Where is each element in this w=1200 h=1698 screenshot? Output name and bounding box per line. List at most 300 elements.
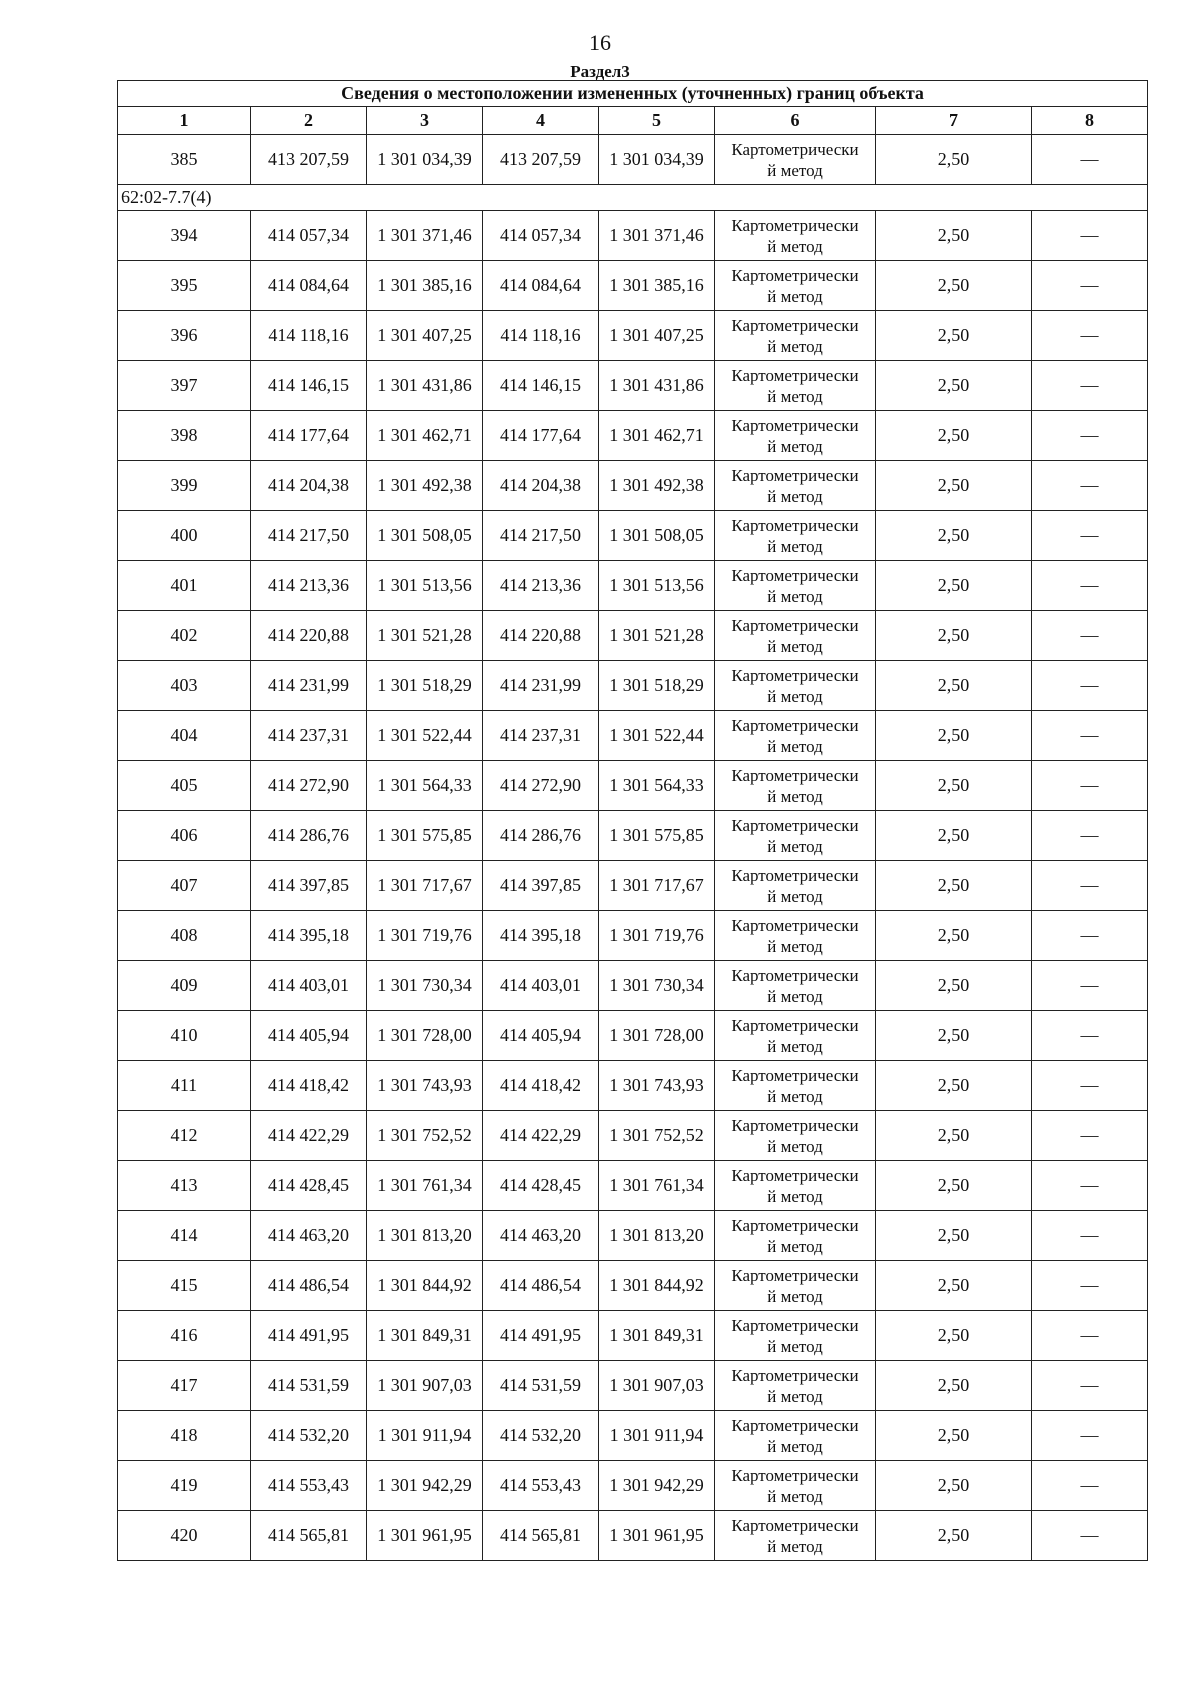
x-old: 414 084,64 [251, 261, 367, 311]
y-new: 1 301 942,29 [599, 1461, 715, 1511]
note: — [1032, 1311, 1148, 1361]
note: — [1032, 811, 1148, 861]
method-cell [715, 1261, 876, 1311]
x-new: 414 403,01 [483, 961, 599, 1011]
x-old: 414 565,81 [251, 1511, 367, 1561]
x-new: 414 204,38 [483, 461, 599, 511]
accuracy: 2,50 [876, 1211, 1032, 1261]
x-new: 414 146,15 [483, 361, 599, 411]
y-old: 1 301 518,29 [367, 661, 483, 711]
note: — [1032, 711, 1148, 761]
method-line-1: Картометрически [731, 615, 859, 635]
point-number: 394 [118, 211, 251, 261]
table-row [118, 511, 1148, 561]
y-old: 1 301 564,33 [367, 761, 483, 811]
y-new: 1 301 521,28 [599, 611, 715, 661]
note: — [1032, 961, 1148, 1011]
method-cell [715, 861, 876, 911]
accuracy: 2,50 [876, 811, 1032, 861]
section-title: Раздел3 [570, 62, 630, 81]
note: — [1032, 1211, 1148, 1261]
point-number: 419 [118, 1461, 251, 1511]
method-cell [715, 411, 876, 461]
y-new: 1 301 385,16 [599, 261, 715, 311]
x-new: 414 272,90 [483, 761, 599, 811]
x-old: 414 220,88 [251, 611, 367, 661]
x-old: 414 405,94 [251, 1011, 367, 1061]
accuracy: 2,50 [876, 1511, 1032, 1561]
x-new: 414 405,94 [483, 1011, 599, 1061]
note: — [1032, 561, 1148, 611]
point-number: 410 [118, 1011, 251, 1061]
note: — [1032, 611, 1148, 661]
note: — [1032, 461, 1148, 511]
accuracy: 2,50 [876, 961, 1032, 1011]
point-number: 415 [118, 1261, 251, 1311]
point-number: 413 [118, 1161, 251, 1211]
method-line-2: й метод [767, 236, 823, 256]
method-cell [715, 361, 876, 411]
accuracy: 2,50 [876, 1461, 1032, 1511]
method-cell [715, 311, 876, 361]
x-new: 414 531,59 [483, 1361, 599, 1411]
method-line-1: Картометрически [731, 1215, 859, 1235]
point-number: 398 [118, 411, 251, 461]
column-header-row [118, 107, 1148, 135]
y-old: 1 301 961,95 [367, 1511, 483, 1561]
note: — [1032, 661, 1148, 711]
y-old: 1 301 849,31 [367, 1311, 483, 1361]
x-new: 414 220,88 [483, 611, 599, 661]
x-old: 414 213,36 [251, 561, 367, 611]
method-line-1: Картометрически [731, 815, 859, 835]
method-line-2: й метод [767, 1036, 823, 1056]
x-old: 414 395,18 [251, 911, 367, 961]
method-cell [715, 211, 876, 261]
x-old: 414 491,95 [251, 1311, 367, 1361]
note: — [1032, 1261, 1148, 1311]
x-new: 414 118,16 [483, 311, 599, 361]
method-line-1: Картометрически [731, 515, 859, 535]
group-label: 62:02-7.7(4) [118, 185, 1148, 211]
y-new: 1 301 743,93 [599, 1061, 715, 1111]
table-row [118, 711, 1148, 761]
x-old: 414 204,38 [251, 461, 367, 511]
method-cell [715, 1311, 876, 1361]
y-old: 1 301 513,56 [367, 561, 483, 611]
accuracy: 2,50 [876, 1061, 1032, 1111]
point-number: 420 [118, 1511, 251, 1561]
method-line-1: Картометрически [731, 315, 859, 335]
method-line-2: й метод [767, 336, 823, 356]
method-line-1: Картометрически [731, 565, 859, 585]
accuracy: 2,50 [876, 361, 1032, 411]
table-row [118, 611, 1148, 661]
method-cell [715, 561, 876, 611]
method-cell [715, 135, 876, 185]
y-old: 1 301 743,93 [367, 1061, 483, 1111]
y-new: 1 301 961,95 [599, 1511, 715, 1561]
column-header: 8 [1032, 107, 1148, 135]
x-old: 414 057,34 [251, 211, 367, 261]
page-number: 16 [589, 30, 611, 55]
point-number: 396 [118, 311, 251, 361]
method-line-2: й метод [767, 1436, 823, 1456]
method-line-1: Картометрически [731, 1115, 859, 1135]
method-cell [715, 911, 876, 961]
method-line-1: Картометрически [731, 765, 859, 785]
note: — [1032, 1411, 1148, 1461]
note: — [1032, 1461, 1148, 1511]
point-number: 395 [118, 261, 251, 311]
method-line-2: й метод [767, 486, 823, 506]
point-number: 400 [118, 511, 251, 561]
y-old: 1 301 911,94 [367, 1411, 483, 1461]
x-old: 414 217,50 [251, 511, 367, 561]
point-number: 407 [118, 861, 251, 911]
point-number: 414 [118, 1211, 251, 1261]
accuracy: 2,50 [876, 135, 1032, 185]
y-new: 1 301 719,76 [599, 911, 715, 961]
x-old: 414 428,45 [251, 1161, 367, 1211]
x-new: 414 397,85 [483, 861, 599, 911]
note: — [1032, 211, 1148, 261]
method-line-2: й метод [767, 736, 823, 756]
table-row [118, 1511, 1148, 1561]
note: — [1032, 261, 1148, 311]
method-cell [715, 711, 876, 761]
accuracy: 2,50 [876, 511, 1032, 561]
accuracy: 2,50 [876, 1011, 1032, 1061]
note: — [1032, 861, 1148, 911]
method-cell [715, 961, 876, 1011]
x-old: 414 397,85 [251, 861, 367, 911]
method-line-1: Картометрически [731, 465, 859, 485]
method-line-1: Картометрически [731, 1265, 859, 1285]
x-new: 414 084,64 [483, 261, 599, 311]
y-new: 1 301 844,92 [599, 1261, 715, 1311]
note: — [1032, 1511, 1148, 1561]
method-line-1: Картометрически [731, 215, 859, 235]
x-new: 414 217,50 [483, 511, 599, 561]
accuracy: 2,50 [876, 1361, 1032, 1411]
note: — [1032, 761, 1148, 811]
table-row [118, 1211, 1148, 1261]
y-old: 1 301 492,38 [367, 461, 483, 511]
table-caption: Сведения о местоположении измененных (уточненных) границ объекта [118, 81, 1148, 107]
method-line-2: й метод [767, 286, 823, 306]
method-cell [715, 1361, 876, 1411]
table-row [118, 1111, 1148, 1161]
method-line-2: й метод [767, 436, 823, 456]
y-old: 1 301 034,39 [367, 135, 483, 185]
note: — [1032, 1361, 1148, 1411]
table-row [118, 311, 1148, 361]
x-old: 414 463,20 [251, 1211, 367, 1261]
x-new: 414 491,95 [483, 1311, 599, 1361]
y-old: 1 301 719,76 [367, 911, 483, 961]
method-line-2: й метод [767, 1086, 823, 1106]
method-line-1: Картометрически [731, 1315, 859, 1335]
y-new: 1 301 575,85 [599, 811, 715, 861]
y-new: 1 301 371,46 [599, 211, 715, 261]
accuracy: 2,50 [876, 211, 1032, 261]
table-row [118, 261, 1148, 311]
method-line-2: й метод [767, 1336, 823, 1356]
table-row [118, 1311, 1148, 1361]
y-old: 1 301 431,86 [367, 361, 483, 411]
accuracy: 2,50 [876, 311, 1032, 361]
y-new: 1 301 034,39 [599, 135, 715, 185]
point-number: 405 [118, 761, 251, 811]
accuracy: 2,50 [876, 611, 1032, 661]
y-new: 1 301 522,44 [599, 711, 715, 761]
y-old: 1 301 462,71 [367, 411, 483, 461]
method-line-1: Картометрически [731, 1165, 859, 1185]
x-new: 414 428,45 [483, 1161, 599, 1211]
accuracy: 2,50 [876, 711, 1032, 761]
x-new: 413 207,59 [483, 135, 599, 185]
point-number: 402 [118, 611, 251, 661]
table-row [118, 1461, 1148, 1511]
method-line-2: й метод [767, 1286, 823, 1306]
note: — [1032, 1111, 1148, 1161]
y-new: 1 301 728,00 [599, 1011, 715, 1061]
accuracy: 2,50 [876, 1111, 1032, 1161]
accuracy: 2,50 [876, 561, 1032, 611]
column-header: 2 [251, 107, 367, 135]
method-line-2: й метод [767, 1486, 823, 1506]
x-old: 414 486,54 [251, 1261, 367, 1311]
method-cell [715, 1511, 876, 1561]
method-line-1: Картометрически [731, 415, 859, 435]
method-cell [715, 1011, 876, 1061]
point-number: 418 [118, 1411, 251, 1461]
y-old: 1 301 717,67 [367, 861, 483, 911]
column-header: 7 [876, 107, 1032, 135]
method-line-1: Картометрически [731, 365, 859, 385]
y-old: 1 301 761,34 [367, 1161, 483, 1211]
column-header: 5 [599, 107, 715, 135]
accuracy: 2,50 [876, 911, 1032, 961]
x-old: 414 118,16 [251, 311, 367, 361]
y-old: 1 301 907,03 [367, 1361, 483, 1411]
x-new: 414 395,18 [483, 911, 599, 961]
method-line-1: Картометрически [731, 865, 859, 885]
method-line-1: Картометрически [731, 915, 859, 935]
x-old: 414 418,42 [251, 1061, 367, 1111]
note: — [1032, 311, 1148, 361]
point-number: 397 [118, 361, 251, 411]
y-old: 1 301 575,85 [367, 811, 483, 861]
method-line-1: Картометрически [731, 1515, 859, 1535]
method-line-2: й метод [767, 686, 823, 706]
accuracy: 2,50 [876, 261, 1032, 311]
method-line-2: й метод [767, 536, 823, 556]
y-new: 1 301 431,86 [599, 361, 715, 411]
point-number: 417 [118, 1361, 251, 1411]
x-old: 414 532,20 [251, 1411, 367, 1461]
accuracy: 2,50 [876, 461, 1032, 511]
y-old: 1 301 728,00 [367, 1011, 483, 1061]
y-new: 1 301 752,52 [599, 1111, 715, 1161]
table-row [118, 461, 1148, 511]
point-number: 416 [118, 1311, 251, 1361]
x-old: 414 146,15 [251, 361, 367, 411]
method-line-2: й метод [767, 936, 823, 956]
table-row [118, 1161, 1148, 1211]
note: — [1032, 1011, 1148, 1061]
method-line-2: й метод [767, 836, 823, 856]
y-new: 1 301 462,71 [599, 411, 715, 461]
group-row [118, 185, 1148, 211]
y-new: 1 301 907,03 [599, 1361, 715, 1411]
accuracy: 2,50 [876, 1311, 1032, 1361]
method-line-2: й метод [767, 886, 823, 906]
method-line-2: й метод [767, 1236, 823, 1256]
accuracy: 2,50 [876, 1411, 1032, 1461]
table-row [118, 411, 1148, 461]
point-number: 401 [118, 561, 251, 611]
y-new: 1 301 518,29 [599, 661, 715, 711]
method-cell [715, 1111, 876, 1161]
table-row [118, 961, 1148, 1011]
y-old: 1 301 730,34 [367, 961, 483, 1011]
boundary-table [117, 80, 1148, 1561]
note: — [1032, 511, 1148, 561]
point-number: 404 [118, 711, 251, 761]
x-old: 413 207,59 [251, 135, 367, 185]
point-number: 411 [118, 1061, 251, 1111]
y-old: 1 301 508,05 [367, 511, 483, 561]
x-new: 414 213,36 [483, 561, 599, 611]
method-cell [715, 1211, 876, 1261]
y-new: 1 301 717,67 [599, 861, 715, 911]
method-cell [715, 1411, 876, 1461]
table-row [118, 861, 1148, 911]
note: — [1032, 135, 1148, 185]
method-line-1: Картометрически [731, 1365, 859, 1385]
y-old: 1 301 813,20 [367, 1211, 483, 1261]
table-row [118, 135, 1148, 185]
column-header: 6 [715, 107, 876, 135]
accuracy: 2,50 [876, 861, 1032, 911]
x-new: 414 237,31 [483, 711, 599, 761]
y-old: 1 301 752,52 [367, 1111, 483, 1161]
x-old: 414 553,43 [251, 1461, 367, 1511]
accuracy: 2,50 [876, 1261, 1032, 1311]
y-old: 1 301 844,92 [367, 1261, 483, 1311]
method-line-2: й метод [767, 160, 823, 180]
method-cell [715, 611, 876, 661]
column-header: 1 [118, 107, 251, 135]
x-old: 414 286,76 [251, 811, 367, 861]
y-new: 1 301 813,20 [599, 1211, 715, 1261]
x-new: 414 057,34 [483, 211, 599, 261]
method-line-2: й метод [767, 786, 823, 806]
method-line-2: й метод [767, 1536, 823, 1556]
note: — [1032, 1061, 1148, 1111]
x-new: 414 418,42 [483, 1061, 599, 1111]
table-row [118, 361, 1148, 411]
y-old: 1 301 942,29 [367, 1461, 483, 1511]
method-line-1: Картометрически [731, 1065, 859, 1085]
y-new: 1 301 492,38 [599, 461, 715, 511]
x-new: 414 486,54 [483, 1261, 599, 1311]
x-old: 414 231,99 [251, 661, 367, 711]
method-line-2: й метод [767, 586, 823, 606]
x-old: 414 237,31 [251, 711, 367, 761]
method-line-2: й метод [767, 386, 823, 406]
accuracy: 2,50 [876, 411, 1032, 461]
x-new: 414 177,64 [483, 411, 599, 461]
method-line-1: Картометрически [731, 965, 859, 985]
table-row [118, 761, 1148, 811]
accuracy: 2,50 [876, 761, 1032, 811]
x-old: 414 403,01 [251, 961, 367, 1011]
y-new: 1 301 508,05 [599, 511, 715, 561]
method-line-1: Картометрически [731, 139, 859, 159]
table-row [118, 661, 1148, 711]
x-new: 414 553,43 [483, 1461, 599, 1511]
note: — [1032, 361, 1148, 411]
x-new: 414 286,76 [483, 811, 599, 861]
note: — [1032, 411, 1148, 461]
table-row [118, 1261, 1148, 1311]
method-line-1: Картометрически [731, 665, 859, 685]
y-old: 1 301 371,46 [367, 211, 483, 261]
point-number: 385 [118, 135, 251, 185]
table-row [118, 561, 1148, 611]
y-new: 1 301 911,94 [599, 1411, 715, 1461]
method-cell [715, 461, 876, 511]
table-row [118, 1061, 1148, 1111]
y-old: 1 301 522,44 [367, 711, 483, 761]
x-new: 414 463,20 [483, 1211, 599, 1261]
y-new: 1 301 849,31 [599, 1311, 715, 1361]
point-number: 412 [118, 1111, 251, 1161]
method-line-1: Картометрически [731, 1415, 859, 1435]
method-line-2: й метод [767, 986, 823, 1006]
note: — [1032, 1161, 1148, 1211]
method-cell [715, 1161, 876, 1211]
y-old: 1 301 521,28 [367, 611, 483, 661]
table-caption-row [118, 81, 1148, 107]
y-new: 1 301 730,34 [599, 961, 715, 1011]
method-line-1: Картометрически [731, 1465, 859, 1485]
method-line-2: й метод [767, 636, 823, 656]
x-new: 414 231,99 [483, 661, 599, 711]
x-new: 414 532,20 [483, 1411, 599, 1461]
method-line-1: Картометрически [731, 1015, 859, 1035]
column-header: 3 [367, 107, 483, 135]
y-old: 1 301 407,25 [367, 311, 483, 361]
method-cell [715, 511, 876, 561]
x-old: 414 177,64 [251, 411, 367, 461]
point-number: 406 [118, 811, 251, 861]
y-new: 1 301 513,56 [599, 561, 715, 611]
method-line-2: й метод [767, 1386, 823, 1406]
x-old: 414 531,59 [251, 1361, 367, 1411]
table-row [118, 1011, 1148, 1061]
table-row [118, 1361, 1148, 1411]
x-old: 414 272,90 [251, 761, 367, 811]
point-number: 403 [118, 661, 251, 711]
method-line-1: Картометрически [731, 265, 859, 285]
point-number: 408 [118, 911, 251, 961]
note: — [1032, 911, 1148, 961]
method-line-2: й метод [767, 1136, 823, 1156]
